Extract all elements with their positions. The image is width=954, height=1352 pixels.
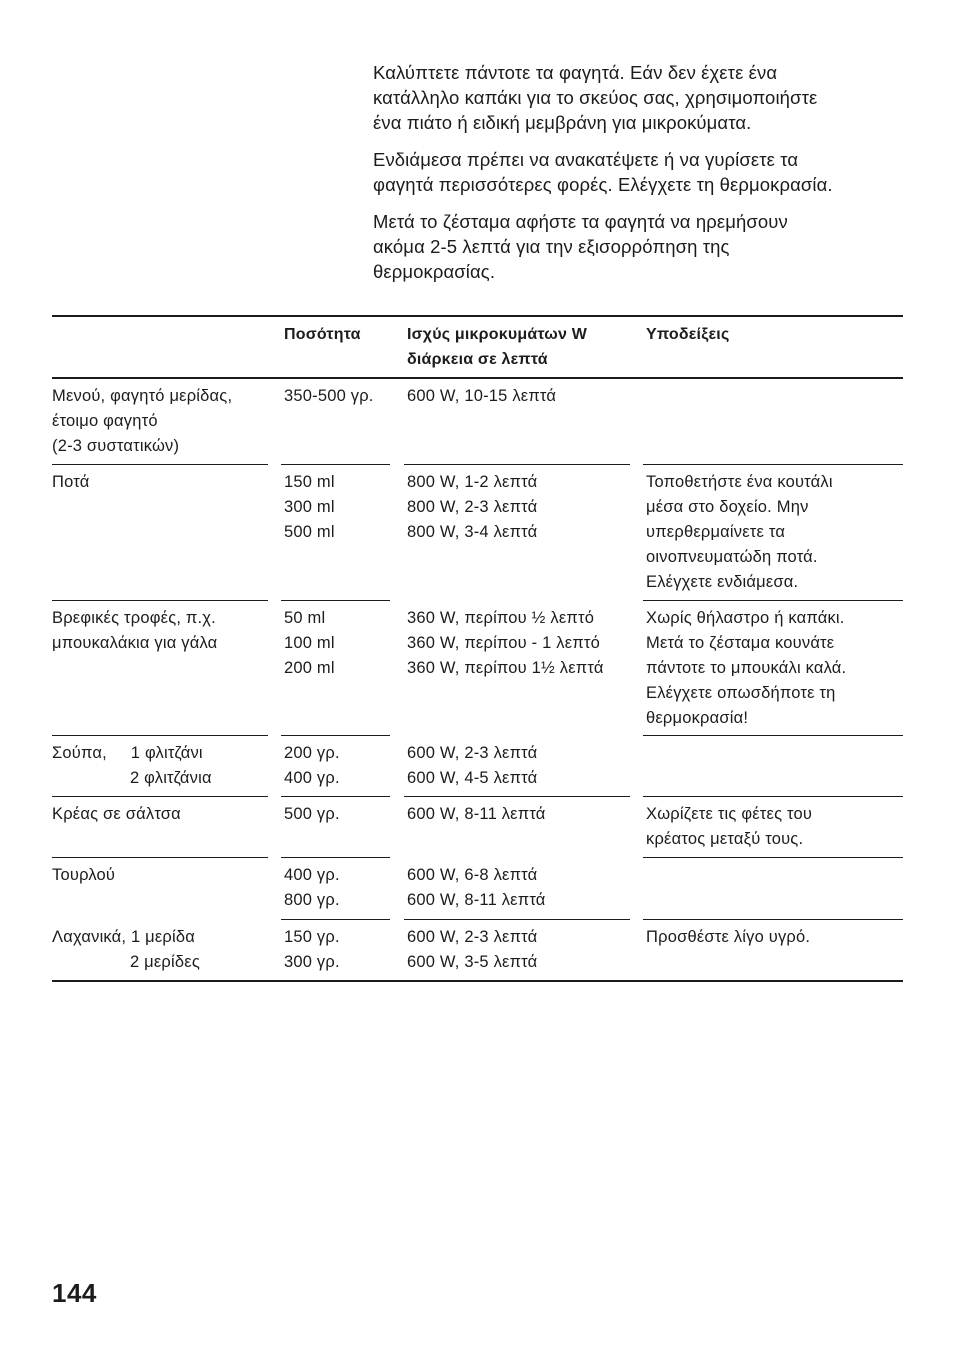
quantity-line: 300 ml — [284, 498, 335, 516]
food-line — [52, 741, 268, 766]
notes-line: οινοπνευματώδη ποτά. — [646, 548, 818, 566]
power-line: 600 W, 6-8 λεπτά — [407, 866, 538, 884]
table-row — [52, 736, 903, 797]
intro-paragraph-1 — [373, 60, 913, 135]
food-cell — [52, 858, 268, 920]
power-cell — [404, 797, 630, 858]
notes-cell — [643, 797, 903, 858]
quantity-line: 100 ml — [284, 634, 335, 652]
power-line: 800 W, 2-3 λεπτά — [407, 498, 538, 516]
food-line: έτοιμο φαγητό — [52, 412, 158, 430]
table-row — [52, 920, 903, 982]
notes-line: κρέατος μεταξύ τους. — [646, 830, 804, 848]
quantity-line: 350-500 γρ. — [284, 387, 374, 405]
notes-line: υπερθερμαίνετε τα — [646, 523, 786, 541]
power-line: 360 W, περίπου ½ λεπτό — [407, 609, 595, 627]
food-cell — [52, 465, 268, 601]
power-line: 600 W, 8-11 λεπτά — [407, 891, 546, 909]
notes-line: Τοποθετήστε ένα κουτάλι — [646, 473, 833, 491]
header-power — [404, 317, 630, 377]
text-line: Ενδιάμεσα πρέπει να ανακατέψετε ή να γυρίσετε τα — [373, 149, 799, 170]
table-row — [52, 465, 903, 601]
quantity-line: 300 γρ. — [284, 953, 340, 971]
notes-cell — [643, 736, 903, 797]
power-cell — [404, 379, 630, 465]
food-cell — [52, 920, 268, 980]
table-row — [52, 858, 903, 920]
quantity-line: 150 ml — [284, 473, 335, 491]
quantity-line: 50 ml — [284, 609, 326, 627]
quantity-cell — [281, 465, 390, 601]
power-cell — [404, 465, 630, 601]
quantity-line: 500 ml — [284, 523, 335, 541]
text-line: ακόμα 2-5 λεπτά για την εξισορρόπηση της — [373, 236, 730, 257]
food-label: Σούπα, — [52, 744, 107, 762]
text-line: Καλύπτετε πάντοτε τα φαγητά. Εάν δεν έχετε ένα — [373, 62, 778, 83]
food-line: μπουκαλάκια για γάλα — [52, 634, 218, 652]
header-notes: Υποδείξεις — [646, 326, 730, 343]
power-line: 600 W, 2-3 λεπτά — [407, 744, 538, 762]
food-line: Λαχανικά, 1 μερίδα — [52, 928, 195, 946]
text-line: κατάλληλο καπάκι για το σκεύος σας, χρησιμοποιήστε — [373, 87, 818, 108]
food-cell — [52, 797, 268, 858]
intro-paragraph-2 — [373, 147, 913, 197]
food-portion: 2 φλιτζάνια — [130, 769, 212, 787]
food-line: Τουρλού — [52, 866, 116, 884]
food-cell — [52, 736, 268, 797]
food-line: Ποτά — [52, 473, 90, 491]
quantity-line: 150 γρ. — [284, 928, 340, 946]
header-power-line: διάρκεια σε λεπτά — [407, 351, 548, 368]
food-line: Κρέας σε σάλτσα — [52, 805, 181, 823]
notes-line: Προσθέστε λίγο υγρό. — [646, 928, 811, 946]
power-line: 360 W, περίπου - 1 λεπτό — [407, 634, 600, 652]
power-line: 360 W, περίπου 1½ λεπτά — [407, 659, 604, 677]
quantity-cell — [281, 920, 390, 980]
food-portion: 2 μερίδες — [130, 953, 200, 971]
power-line: 600 W, 10-15 λεπτά — [407, 387, 557, 405]
power-line: 800 W, 1-2 λεπτά — [407, 473, 538, 491]
header-power-line: Ισχύς μικροκυμάτων W — [407, 326, 588, 343]
text-line: Μετά το ζέσταμα αφήστε τα φαγητά να ηρεμήσουν — [373, 211, 788, 232]
notes-line: Χωρίζετε τις φέτες του — [646, 805, 813, 823]
intro-text — [373, 60, 913, 296]
notes-line: Ελέγχετε ενδιάμεσα. — [646, 573, 799, 591]
power-line: 600 W, 3-5 λεπτά — [407, 953, 538, 971]
table-row — [52, 379, 903, 465]
text-line: θερμοκρασίας. — [373, 261, 496, 282]
notes-line: μέσα στο δοχείο. Μην — [646, 498, 809, 516]
power-cell — [404, 858, 630, 920]
text-line: φαγητά περισσότερες φορές. Ελέγχετε τη θερμοκρασία. — [373, 174, 833, 195]
power-line: 600 W, 4-5 λεπτά — [407, 769, 538, 787]
notes-cell — [643, 920, 903, 980]
quantity-cell — [281, 601, 390, 736]
page-number: 144 — [52, 1278, 97, 1308]
quantity-line: 200 γρ. — [284, 744, 340, 762]
quantity-cell — [281, 379, 390, 465]
power-line: 600 W, 8-11 λεπτά — [407, 805, 546, 823]
power-cell — [404, 601, 630, 736]
power-cell — [404, 920, 630, 980]
header-food — [52, 317, 268, 377]
notes-cell — [643, 379, 903, 465]
quantity-line: 200 ml — [284, 659, 335, 677]
quantity-cell — [281, 797, 390, 858]
notes-line: Χωρίς θήλαστρο ή καπάκι. — [646, 609, 845, 627]
quantity-cell — [281, 858, 390, 920]
reheating-table — [52, 315, 903, 982]
quantity-line: 800 γρ. — [284, 891, 340, 909]
quantity-line: 400 γρ. — [284, 769, 340, 787]
power-line: 800 W, 3-4 λεπτά — [407, 523, 538, 541]
header-quantity: Ποσότητα — [284, 326, 361, 343]
quantity-line: 400 γρ. — [284, 866, 340, 884]
notes-cell — [643, 858, 903, 920]
table-header — [52, 317, 903, 379]
food-line: Βρεφικές τροφές, π.χ. — [52, 609, 216, 627]
quantity-cell — [281, 736, 390, 797]
notes-line: Μετά το ζέσταμα κουνάτε — [646, 634, 835, 652]
notes-cell — [643, 465, 903, 601]
notes-cell — [643, 601, 903, 736]
notes-line: πάντοτε το μπουκάλι καλά. — [646, 659, 847, 677]
food-line: Μενού, φαγητό μερίδας, — [52, 387, 233, 405]
food-line: (2-3 συστατικών) — [52, 437, 180, 455]
food-cell — [52, 601, 268, 736]
food-cell — [52, 379, 268, 465]
intro-paragraph-3 — [373, 209, 913, 284]
notes-line: Ελέγχετε οπωσδήποτε τη — [646, 684, 836, 702]
notes-line: θερμοκρασία! — [646, 709, 749, 727]
food-portion: 1 φλιτζάνι — [130, 744, 203, 762]
power-line: 600 W, 2-3 λεπτά — [407, 928, 538, 946]
quantity-line: 500 γρ. — [284, 805, 340, 823]
power-cell — [404, 736, 630, 797]
text-line: ένα πιάτο ή ειδική μεμβράνη για μικροκύματα. — [373, 112, 752, 133]
table-row — [52, 797, 903, 858]
table-row — [52, 601, 903, 736]
